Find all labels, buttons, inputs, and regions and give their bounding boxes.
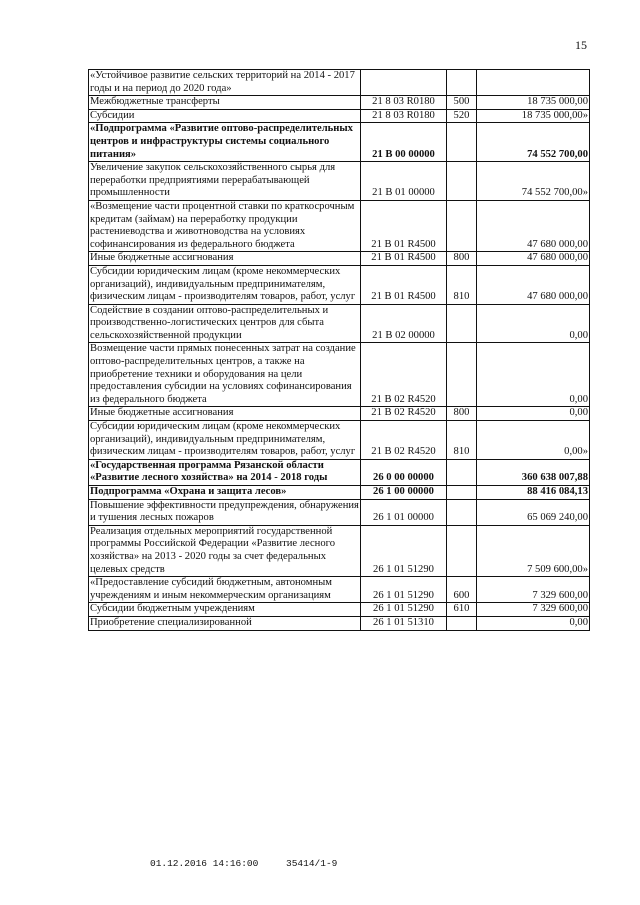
cell-code: 21 B 02 R4520 <box>361 343 447 407</box>
cell-type <box>447 459 477 485</box>
cell-code: 21 B 02 00000 <box>361 304 447 343</box>
table-row <box>89 577 590 603</box>
cell-name: Субсидии юридическим лицам (кроме некоммерческих организаций), индивидуальным предпринимателям, физическим лицам - производителям товаров, работ, услуг <box>89 421 361 460</box>
page-number: 15 <box>575 38 587 52</box>
cell-sum: 74 552 700,00 <box>477 123 590 162</box>
table-row <box>89 265 590 304</box>
cell-type <box>447 123 477 162</box>
cell-sum: 0,00 <box>477 616 590 630</box>
cell-sum: 7 329 600,00 <box>477 603 590 617</box>
cell-type <box>447 343 477 407</box>
cell-sum: 7 329 600,00 <box>477 577 590 603</box>
document-footer <box>150 858 337 869</box>
table-row <box>89 304 590 343</box>
cell-sum: 0,00 <box>477 407 590 421</box>
cell-sum: 0,00 <box>477 304 590 343</box>
cell-sum: 18 735 000,00 <box>477 96 590 110</box>
table-row <box>89 459 590 485</box>
cell-name: Реализация отдельных мероприятий государственной программы Российской Федерации «Развитие лесного хозяйства» на 2013 - 2020 годы за счет федеральных целевых средств <box>89 525 361 576</box>
cell-sum: 47 680 000,00 <box>477 200 590 251</box>
table-row <box>89 407 590 421</box>
cell-name: Субсидии бюджетным учреждениям <box>89 603 361 617</box>
cell-code: 26 1 01 51310 <box>361 616 447 630</box>
cell-type <box>447 525 477 576</box>
cell-code: 21 B 02 R4520 <box>361 421 447 460</box>
table-row <box>89 616 590 630</box>
table-row <box>89 162 590 201</box>
cell-code: 21 8 03 R0180 <box>361 109 447 123</box>
footer-datetime: 01.12.2016 14:16:00 <box>150 858 259 869</box>
cell-sum: 47 680 000,00 <box>477 265 590 304</box>
cell-name: Содействие в создании оптово-распределительных и производственно-логистических центров для сбыта сельскохозяйственной продукции <box>89 304 361 343</box>
cell-name: Приобретение специализированной <box>89 616 361 630</box>
cell-sum: 0,00 <box>477 343 590 407</box>
table-row <box>89 499 590 525</box>
cell-type <box>447 70 477 96</box>
cell-sum: 360 638 007,88 <box>477 459 590 485</box>
cell-name: Увеличение закупок сельскохозяйственного сырья для переработки предприятиями перерабатывающей промышленности <box>89 162 361 201</box>
cell-sum: 0,00» <box>477 421 590 460</box>
table-row <box>89 200 590 251</box>
cell-name: «Устойчивое развитие сельских территорий на 2014 - 2017 годы и на период до 2020 года» <box>89 70 361 96</box>
cell-type <box>447 162 477 201</box>
cell-code: 21 B 02 R4520 <box>361 407 447 421</box>
cell-code: 21 B 01 00000 <box>361 162 447 201</box>
cell-name: Подпрограмма «Охрана и защита лесов» <box>89 486 361 500</box>
cell-type <box>447 486 477 500</box>
table-row <box>89 421 590 460</box>
cell-sum: 65 069 240,00 <box>477 499 590 525</box>
cell-type <box>447 499 477 525</box>
cell-type: 610 <box>447 603 477 617</box>
cell-sum: 88 416 084,13 <box>477 486 590 500</box>
cell-type: 800 <box>447 407 477 421</box>
cell-name: «Предоставление субсидий бюджетным, автономным учреждениям и иным некоммерческим организациям <box>89 577 361 603</box>
cell-sum: 7 509 600,00» <box>477 525 590 576</box>
table-row <box>89 486 590 500</box>
cell-name: Субсидии <box>89 109 361 123</box>
cell-name: Иные бюджетные ассигнования <box>89 407 361 421</box>
cell-code: 21 B 01 R4500 <box>361 200 447 251</box>
cell-code: 26 0 00 00000 <box>361 459 447 485</box>
cell-name: «Подпрограмма «Развитие оптово-распределительных центров и инфраструктуры системы социального питания» <box>89 123 361 162</box>
cell-code: 21 8 03 R0180 <box>361 96 447 110</box>
cell-type: 500 <box>447 96 477 110</box>
cell-code: 21 B 01 R4500 <box>361 265 447 304</box>
table-row <box>89 96 590 110</box>
cell-name: Субсидии юридическим лицам (кроме некоммерческих организаций), индивидуальным предпринимателям, физическим лицам - производителям товаров, работ, услуг <box>89 265 361 304</box>
cell-code: 21 B 00 00000 <box>361 123 447 162</box>
cell-type: 800 <box>447 252 477 266</box>
cell-code: 26 1 01 51290 <box>361 525 447 576</box>
cell-sum: 47 680 000,00 <box>477 252 590 266</box>
cell-type: 810 <box>447 265 477 304</box>
cell-sum: 74 552 700,00» <box>477 162 590 201</box>
table-row <box>89 123 590 162</box>
table-row <box>89 70 590 96</box>
table-row <box>89 252 590 266</box>
cell-code: 21 B 01 R4500 <box>361 252 447 266</box>
cell-code: 26 1 01 00000 <box>361 499 447 525</box>
cell-type: 520 <box>447 109 477 123</box>
cell-code: 26 1 00 00000 <box>361 486 447 500</box>
cell-name: «Государственная программа Рязанской области «Развитие лесного хозяйства» на 2014 - 2018 годы <box>89 459 361 485</box>
cell-name: «Возмещение части процентной ставки по краткосрочным кредитам (займам) на переработку продукции растениеводства и животноводства на условиях софинансирования из федерального бюджета <box>89 200 361 251</box>
cell-sum: 18 735 000,00» <box>477 109 590 123</box>
table-row <box>89 603 590 617</box>
table-row <box>89 109 590 123</box>
budget-table <box>88 69 590 631</box>
cell-type <box>447 304 477 343</box>
cell-code <box>361 70 447 96</box>
table-row <box>89 343 590 407</box>
cell-name: Межбюджетные трансферты <box>89 96 361 110</box>
cell-type <box>447 200 477 251</box>
cell-type: 600 <box>447 577 477 603</box>
cell-name: Повышение эффективности предупреждения, обнаружения и тушения лесных пожаров <box>89 499 361 525</box>
cell-type <box>447 616 477 630</box>
cell-sum <box>477 70 590 96</box>
cell-code: 26 1 01 51290 <box>361 577 447 603</box>
table-body <box>89 70 590 631</box>
cell-name: Иные бюджетные ассигнования <box>89 252 361 266</box>
table-row <box>89 525 590 576</box>
cell-code: 26 1 01 51290 <box>361 603 447 617</box>
footer-doc-id: 35414/1-9 <box>286 858 338 869</box>
cell-name: Возмещение части прямых понесенных затрат на создание оптово-распределительных центров, а также на приобретение техники и оборудования на цели предоставления субсидии на условиях софинансирования из федерального бюджета <box>89 343 361 407</box>
cell-type: 810 <box>447 421 477 460</box>
